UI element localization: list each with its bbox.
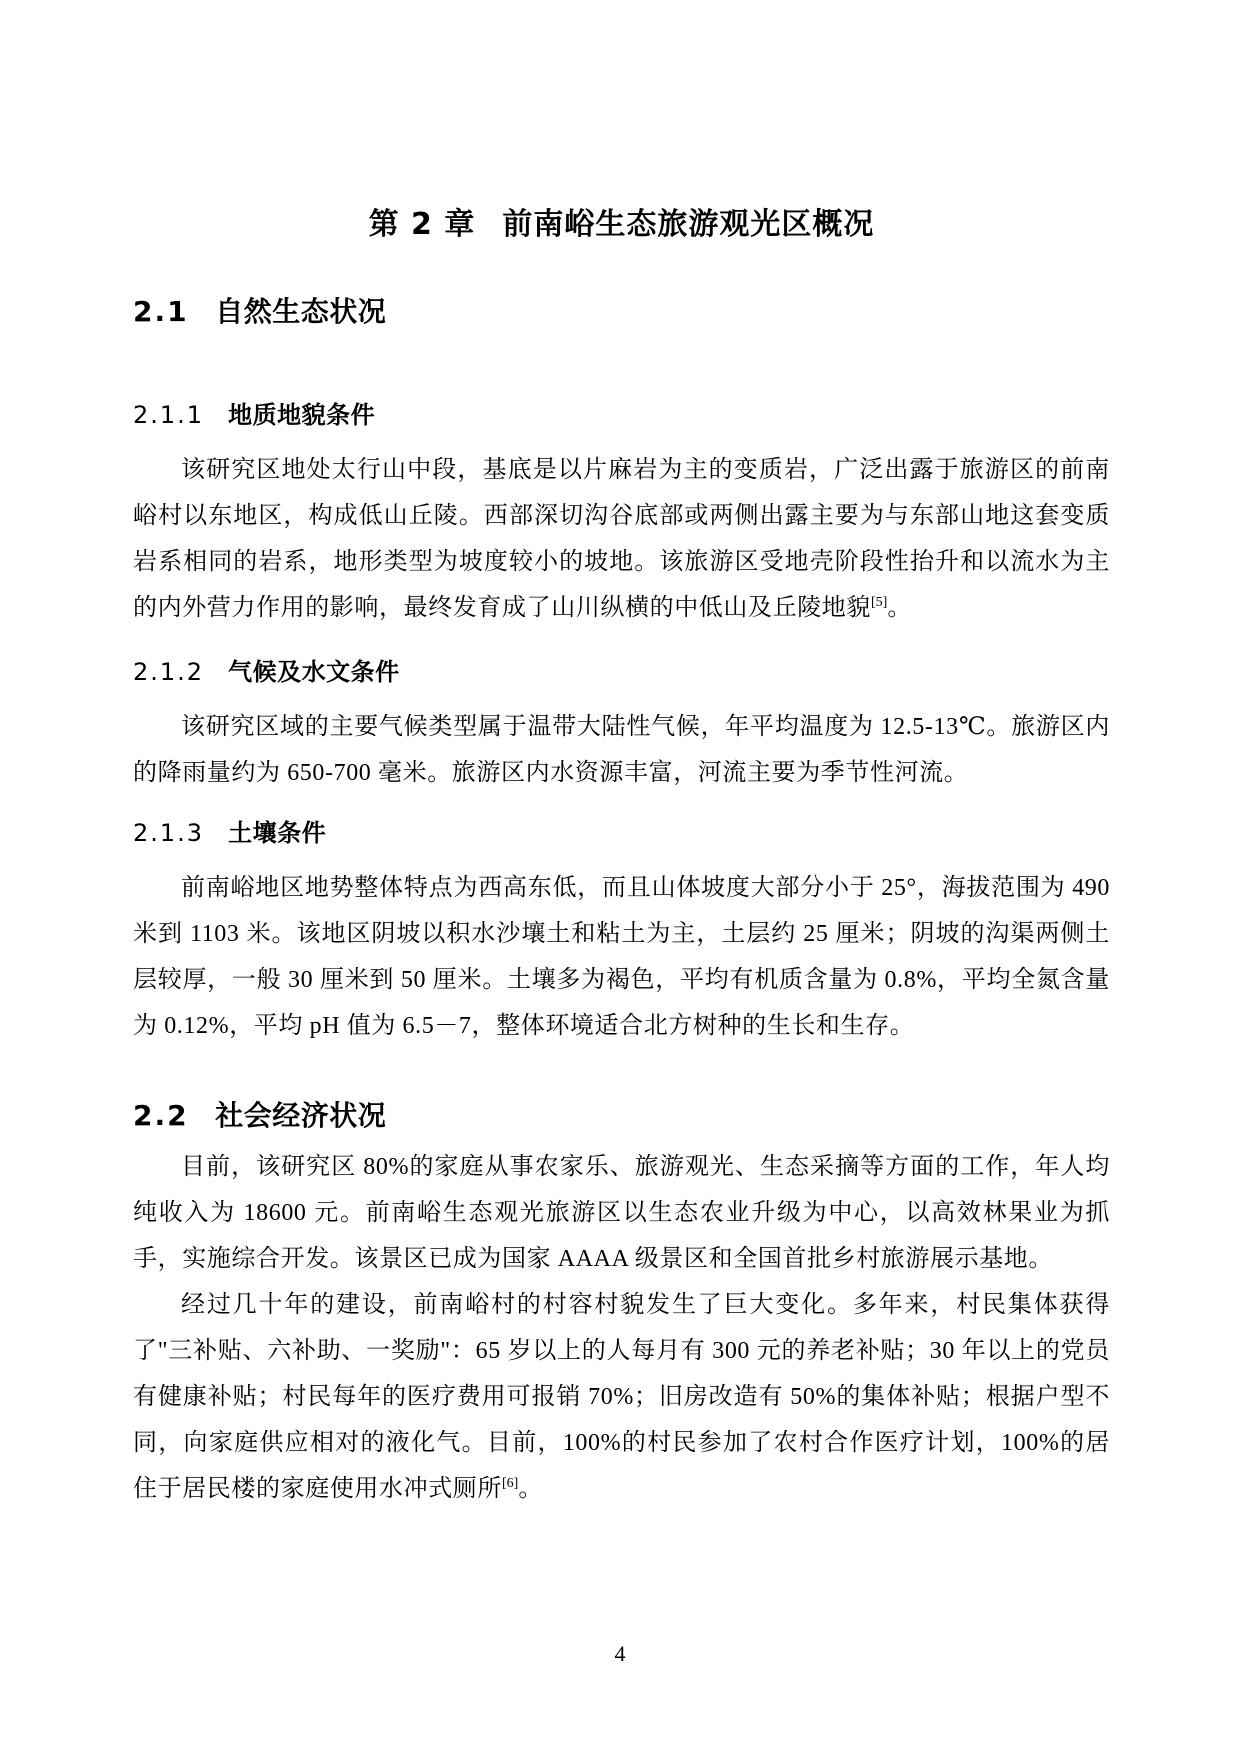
paragraph-economy-2-text: 经过几十年的建设，前南峪村的村容村貌发生了巨大变化。多年来，村民集体获得了"三补贴、六补助、一奖励"：65 岁以上的人每月有 300 元的养老补贴；30 年以上的党员有健康补贴；村民每年的医疗费用可报销 70%；旧房改造有 50%的集体补贴；根据户型不同，向家庭供应相对的液化气。目前，100%的村民参加了农村合作医疗计划，100%的居住于居民楼的家庭使用水冲式厕所	[133, 1292, 1110, 1502]
section-number-2-2: 2.2	[133, 1099, 189, 1132]
subsection-number-2-1-3: 2.1.3	[133, 819, 205, 847]
subsection-title-2-1-1: 地质地貌条件	[228, 401, 376, 429]
paragraph-economy-1: 目前，该研究区 80%的家庭从事农家乐、旅游观光、生态采摘等方面的工作，年人均纯收入为 18600 元。前南峪生态观光旅游区以生态农业升级为中心，以高效林果业为抓手，实施综合开发。该景区已成为国家 AAAA 级景区和全国首批乡村旅游展示基地。	[133, 1154, 1110, 1272]
section-title-2-1: 自然生态状况	[215, 295, 387, 328]
subsection-heading-2-1-1	[133, 400, 1110, 431]
chapter-title	[133, 205, 1110, 245]
paragraph-climate: 该研究区域的主要气候类型属于温带大陆性气候，年平均温度为 12.5-13℃。旅游区内的降雨量约为 650-700 毫米。旅游区内水资源丰富，河流主要为季节性河流。	[133, 714, 1110, 786]
paragraph-economy-2	[133, 1282, 1110, 1512]
citation-ref-6: [6]	[502, 1476, 519, 1491]
subsection-title-2-1-3: 土壤条件	[228, 819, 327, 847]
section-number-2-1: 2.1	[133, 295, 189, 328]
section-heading-2-2	[133, 1097, 1110, 1134]
paragraph-geology-text: 该研究区地处太行山中段，基底是以片麻岩为主的变质岩，广泛出露于旅游区的前南峪村以东地区，构成低山丘陵。西部深切沟谷底部或两侧出露主要为与东部山地这套变质岩系相同的岩系，地形类型为坡度较小的坡地。该旅游区受地壳阶段性抬升和以流水为主的内外营力作用的影响，最终发育成了山川纵横的中低山及丘陵地貌	[133, 457, 1110, 621]
paragraph-geology-end: 。	[887, 595, 912, 621]
chapter-number: 第 2 章	[368, 207, 476, 242]
section-heading-2-1	[133, 293, 1110, 330]
paragraph-geology	[133, 447, 1110, 631]
subsection-title-2-1-2: 气候及水文条件	[228, 658, 400, 686]
subsection-heading-2-1-3	[133, 818, 1110, 849]
subsection-number-2-1-2: 2.1.2	[133, 658, 205, 686]
paragraph-economy-2-end: 。	[518, 1476, 543, 1502]
chapter-title-text: 前南峪生态旅游观光区概况	[502, 207, 875, 242]
subsection-number-2-1-1: 2.1.1	[133, 401, 205, 429]
paragraph-soil: 前南峪地区地势整体特点为西高东低，而且山体坡度大部分小于 25°，海拔范围为 490 米到 1103 米。该地区阴坡以积水沙壤土和粘土为主，土层约 25 厘米；阴坡的沟渠两侧土层较厚，一般 30 厘米到 50 厘米。土壤多为褐色，平均有机质含量为 0.8%，平均全氮含量为 0.12%，平均 pH 值为 6.5－7，整体环境适合北方树种的生长和生存。	[133, 875, 1110, 1039]
page-number: 4	[614, 1641, 626, 1666]
subsection-heading-2-1-2	[133, 657, 1110, 688]
section-title-2-2: 社会经济状况	[215, 1099, 387, 1132]
citation-ref-5: [5]	[871, 595, 888, 610]
